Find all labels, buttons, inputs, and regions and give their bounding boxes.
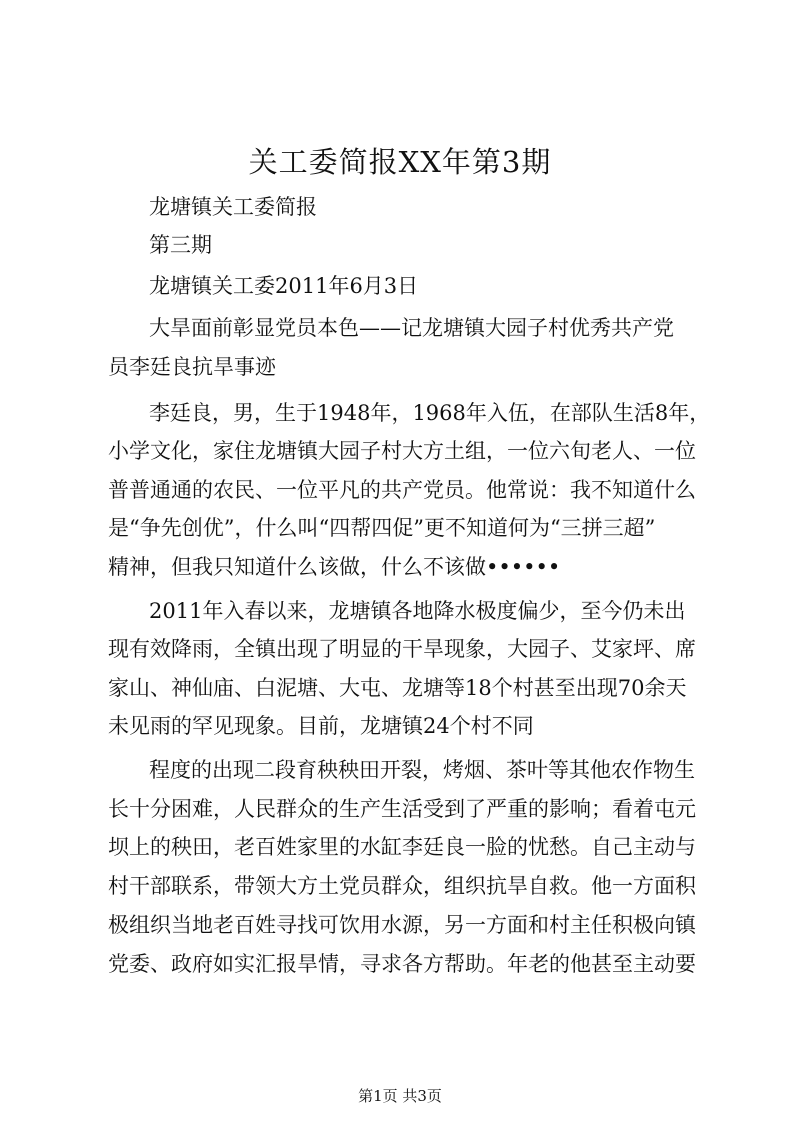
paragraph-line: 现有效降雨，全镇出现了明显的干旱现象，大园子、艾家坪、席 <box>108 637 696 661</box>
paragraph-line: 家山、神仙庙、白泥塘、大屯、龙塘等18个村甚至出现70余天 <box>108 676 687 700</box>
paragraph-line: 普普通通的农民、一位平凡的共产党员。他常说：我不知道什么 <box>108 478 696 502</box>
paragraph-line: 程度的出现二段育秧秧田开裂，烤烟、茶叶等其他农作物生 <box>149 758 695 782</box>
paragraph-line: 村干部联系，带领大方土党员群众，组织抗旱自救。他一方面积 <box>108 874 696 898</box>
article-heading-line: 大旱面前彰显党员本色——记龙塘镇大园子村优秀共产党 <box>149 316 674 340</box>
paragraph-line: 小学文化，家住龙塘镇大园子村大方土组，一位六旬老人、一位 <box>108 439 696 463</box>
paragraph-line: 精神，但我只知道什么该做，什么不该做•••••• <box>108 555 561 579</box>
paragraph-line: 未见雨的罕见现象。目前，龙塘镇24个村不同 <box>108 714 534 738</box>
page-footer: 第1页 共3页 <box>358 1087 442 1105</box>
paragraph-line: 极组织当地老百姓寻找可饮用水源，另一方面和村主任积极向镇 <box>108 913 696 937</box>
paragraph-line: 党委、政府如实汇报旱情，寻求各方帮助。年老的他甚至主动要 <box>108 952 696 976</box>
header-line-org: 龙塘镇关工委简报 <box>149 195 317 219</box>
paragraph-line: 李廷良，男，生于1948年，1968年入伍，在部队生活8年， <box>149 401 711 425</box>
paragraph-line: 坝上的秧田，老百姓家里的水缸李廷良一脸的忧愁。自己主动与 <box>108 835 696 859</box>
header-line-date: 龙塘镇关工委2011年6月3日 <box>149 274 419 298</box>
header-line-issue: 第三期 <box>149 233 212 257</box>
article-heading-line: 员李廷良抗旱事迹 <box>108 355 276 379</box>
paragraph-line: 长十分困难，人民群众的生产生活受到了严重的影响；看着屯元 <box>108 797 696 821</box>
document-title: 关工委简报XX年第3期 <box>248 145 552 179</box>
paragraph-line: 2011年入春以来，龙塘镇各地降水极度偏少，至今仍未出 <box>149 599 686 623</box>
paragraph-line: 是“争先创优”，什么叫“四帮四促”更不知道何为“三拼三超” <box>108 516 656 540</box>
